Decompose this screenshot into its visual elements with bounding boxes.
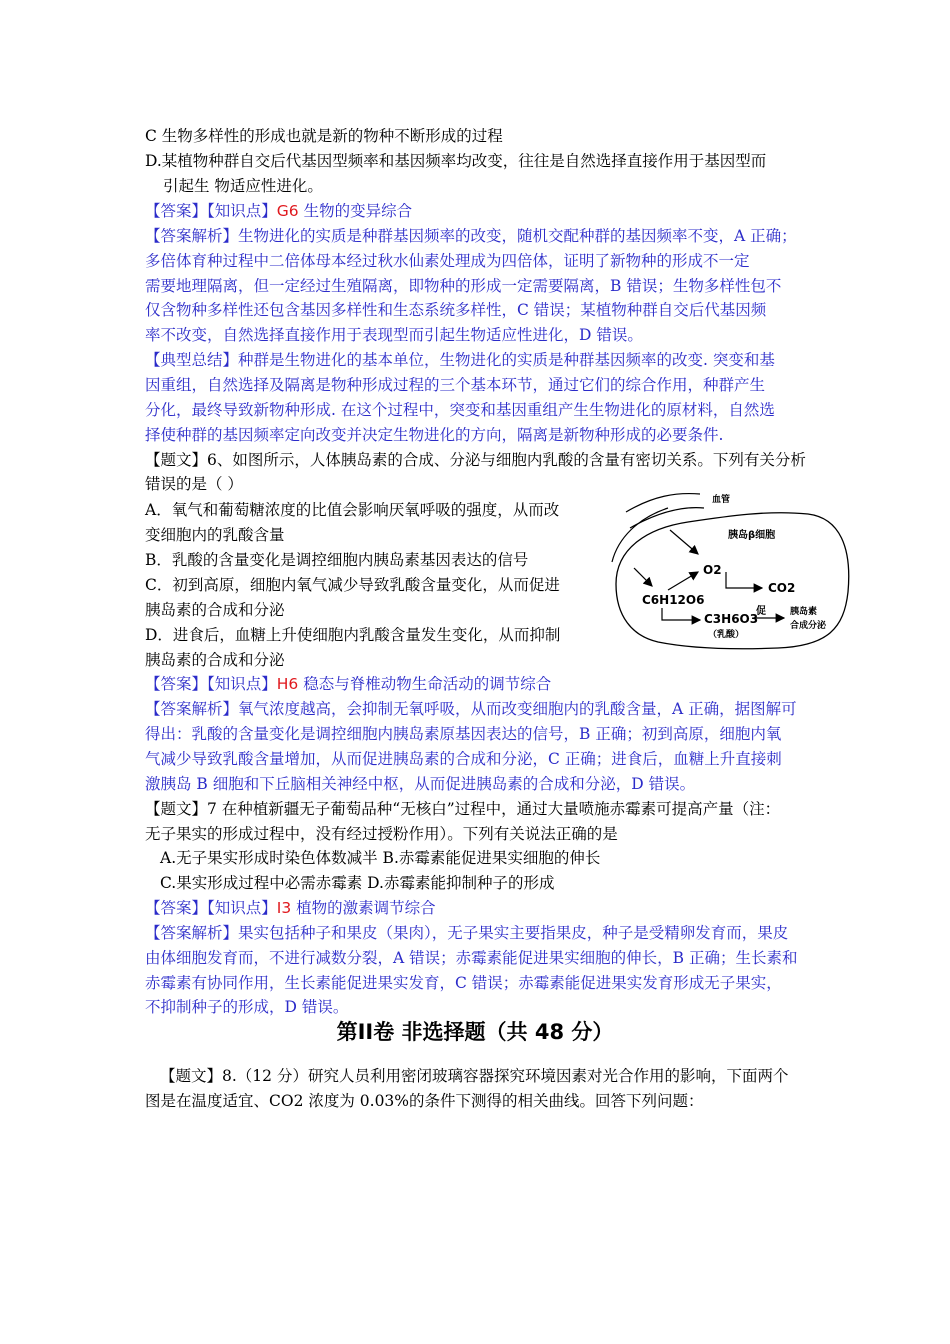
summary-text: 择使种群的基因频率定向改变并决定生物进化的方向，隔离是新物种形成的必要条件. (145, 426, 724, 444)
q7-options-ab: A.无子果实形成时染色体数减半 B.赤霉素能促进果实细胞的伸长 (160, 849, 601, 867)
promote-label: 促 (756, 606, 766, 617)
answer-analysis: 赤霉素有协同作用，生长素能促进果实发育，C 错误；赤霉素能促进果实发育形成无子果实， (145, 974, 782, 992)
insulin-cell-diagram (608, 488, 854, 668)
answer-analysis: 需要地理隔离，但一定经过生殖隔离，即物种的形成一定需要隔离，B 错误；生物多样性包不 (145, 277, 782, 295)
cell-label: 胰岛β细胞 (728, 530, 776, 541)
answer-analysis: 得出：乳酸的含量变化是调控细胞内胰岛素原基因表达的信号，B 正确；初到高原，细胞内氧 (145, 725, 782, 743)
answer-analysis: 仅含物种多样性还包含基因多样性和生态系统多样性，C 错误；某植物种群自交后代基因频 (145, 301, 767, 319)
glucose-to-o2-arrow (668, 572, 698, 590)
q6-option-d: D．进食后，血糖上升使细胞内乳酸含量发生变化，从而抑制 (145, 626, 561, 644)
answer-analysis: 【答案解析】氧气浓度越高，会抑制无氧呼吸，从而改变细胞内的乳酸含量，A 正确，据图解可 (145, 700, 797, 718)
answer-analysis: 率不改变，自然选择直接作用于表现型而引起生物适应性进化，D 错误。 (145, 326, 643, 344)
answer-analysis: 多倍体育种过程中二倍体母本经过秋水仙素处理成为四倍体，证明了新物种的形成不一定 (145, 252, 750, 270)
vessel-label: 血管 (712, 495, 731, 505)
answer-line: 【答案】【知识点】G6 生物的变异综合 (145, 202, 413, 220)
o2-inflow-arrow (670, 530, 698, 554)
q6-option-c: 胰岛素的合成和分泌 (145, 601, 285, 619)
answer-analysis: 由体细胞发育而，不进行减数分裂，A 错误；赤霉素能促进果实细胞的伸长，B 正确；生长素和 (145, 949, 798, 967)
co2-label: CO2 (768, 581, 796, 595)
question-7: 无子果实的形成过程中，没有经过授粉作用）。下列有关说法正确的是 (145, 825, 618, 843)
answer-line: 【答案】【知识点】H6 稳态与脊椎动物生命活动的调节综合 (145, 675, 552, 693)
section-heading: 第II卷 非选择题（共 48 分） (336, 1020, 614, 1044)
glucose-inflow-arrow (634, 568, 652, 586)
question-8: 图是在温度适宜、CO2 浓度为 0.03%的条件下测得的相关曲线。回答下列问题： (145, 1092, 704, 1110)
q6-option-d: 胰岛素的合成和分泌 (145, 651, 285, 669)
glucose-label: C6H12O6 (642, 593, 705, 607)
lactate-label: C3H6O3 (704, 612, 759, 626)
option-d-cont: 引起生 物适应性进化。 (163, 177, 323, 195)
cell-membrane-outline (612, 508, 668, 562)
question-6: 错误的是（ ） (145, 475, 243, 493)
insulin-label: 胰岛素 (790, 607, 818, 617)
answer-analysis: 【答案解析】果实包括种子和果皮（果肉），无子果实主要指果皮，种子是受精卵发育而，果皮 (145, 924, 789, 942)
summary-text: 因重组，自然选择及隔离是物种形成过程的三个基本环节，通过它们的综合作用，种群产生 (145, 376, 766, 394)
answer-analysis: 激胰岛 B 细胞和下丘脑相关神经中枢，从而促进胰岛素的合成和分泌，D 错误。 (145, 775, 696, 793)
lactate-name-label: （乳酸） (708, 630, 745, 640)
blood-vessel-outline (630, 508, 704, 528)
question-6: 【题文】6、如图所示，人体胰岛素的合成、分泌与细胞内乳酸的含量有密切关系。下列有关分析 (145, 451, 806, 469)
q6-option-c: C．初到高原，细胞内氧气减少导致乳酸含量变化，从而促进 (145, 576, 560, 594)
q7-options-cd: C.果实形成过程中必需赤霉素 D.赤霉素能抑制种子的形成 (160, 874, 555, 892)
o2-label: O2 (703, 563, 722, 577)
glucose-to-lactate-arrow (662, 608, 700, 620)
option-c: C 生物多样性的形成也就是新的物种不断形成的过程 (145, 127, 503, 145)
insulin-synthesis-label: 合成分泌 (790, 621, 827, 631)
question-8: 【题文】8.（12 分）研究人员利用密闭玻璃容器探究环境因素对光合作用的影响，下面两个 (160, 1067, 789, 1085)
q6-option-a: 变细胞内的乳酸含量 (145, 526, 285, 544)
q6-option-b: B．乳酸的含量变化是调控细胞内胰岛素基因表达的信号 (145, 551, 529, 569)
answer-line: 【答案】【知识点】I3 植物的激素调节综合 (145, 899, 436, 917)
answer-analysis: 【答案解析】生物进化的实质是种群基因频率的改变，随机交配种群的基因频率不变，A 正确； (145, 227, 797, 245)
summary-text: 【典型总结】种群是生物进化的基本单位，生物进化的实质是种群基因频率的改变. 突变和基 (145, 351, 775, 369)
o2-to-co2-arrow (726, 572, 762, 588)
answer-analysis: 气减少导致乳酸含量增加，从而促进胰岛素的合成和分泌，C 正确；进食后，血糖上升直接刺 (145, 750, 782, 768)
option-d: D.某植物种群自交后代基因型频率和基因频率均改变，往往是自然选择直接作用于基因型而 (145, 152, 767, 170)
q6-option-a: A．氧气和葡萄糖浓度的比值会影响厌氧呼吸的强度，从而改 (145, 501, 560, 519)
question-7: 【题文】7 在种植新疆无子葡萄品种“无核白”过程中，通过大量喷施赤霉素可提高产量（注： (145, 800, 781, 818)
summary-text: 分化，最终导致新物种形成. 在这个过程中，突变和基因重组产生生物进化的原材料，自然选 (145, 401, 775, 419)
answer-analysis: 不抑制种子的形成，D 错误。 (145, 998, 349, 1016)
